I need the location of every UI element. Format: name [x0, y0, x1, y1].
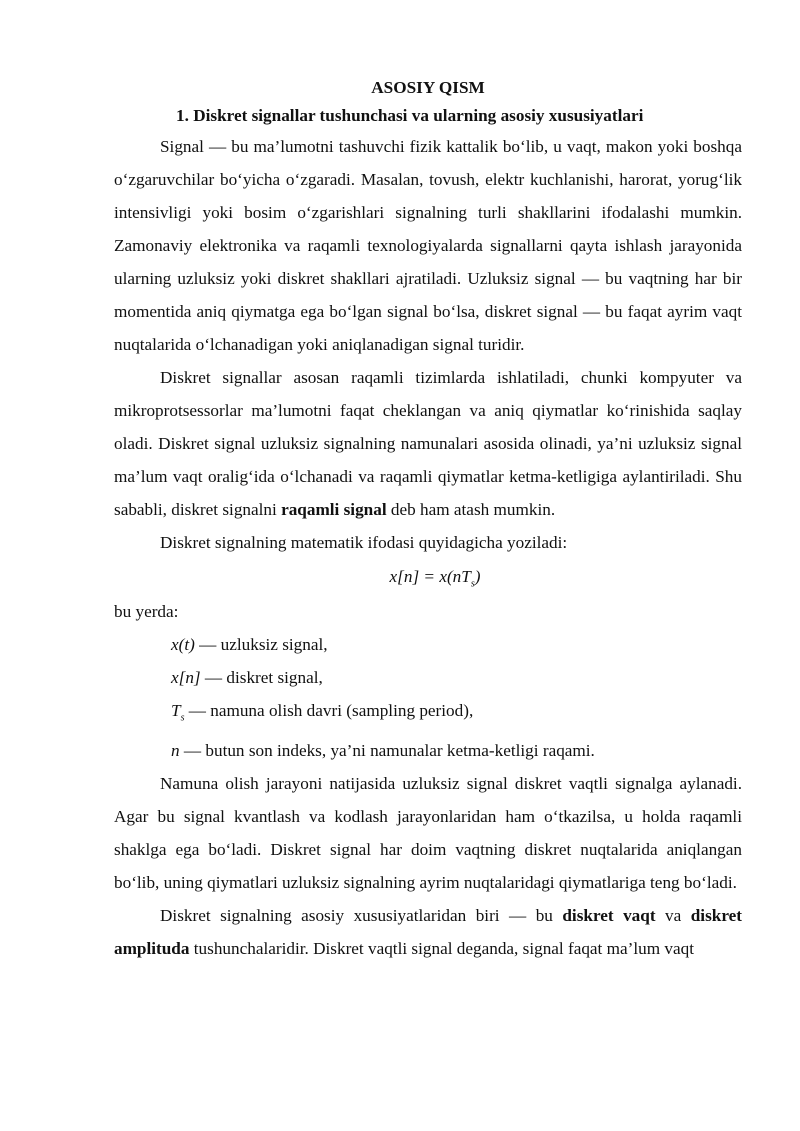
section-title: 1. Diskret signallar tushunchasi va ularning asosiy xususiyatlari	[176, 106, 644, 125]
definition-list	[114, 628, 742, 767]
bold-term-raqamli-signal: raqamli signal	[281, 500, 387, 519]
paragraph-2-text: Diskret signallar asosan raqamli tizimlarda ishlatiladi, chunki kompyuter va mikroprotsessorlar ma’lumotni faqat cheklangan va aniq qiymatlar ko‘rinishida saqlay oladi. Diskret signal uzluksiz signalning namunalari asosida olinadi, ya’ni uzluksiz signal ma’lum vaqt oralig‘ida o‘lchanadi va raqamli qiymatlar ketma-ketligiga aylantiriladi. Shu sababli, diskret signalni	[114, 368, 742, 519]
definition-item	[114, 694, 742, 734]
definition-symbol: n	[171, 741, 180, 761]
definition-symbol: $T_s$	[171, 701, 185, 724]
paragraph-2-end: deb ham atash mumkin.	[386, 500, 556, 519]
paragraph-1: Signal — bu ma’lumotni tashuvchi fizik kattalik bo‘lib, u vaqt, makon yoki boshqa o‘zgaruvchilar bo‘yicha o‘zgaradi. Masalan, tovush, elektr kuchlanishi, harorat, yorug‘lik intensivligi yoki bosim o‘zgarishlari signalning turli shakllarini ifodalashi mumkin. Zamonaviy elektronika va raqamli texnologiyalarda signallarni qayta ishlash jarayonida ularning uzluksiz yoki diskret shakllari ajratiladi. Uzluksiz signal — bu vaqtning har bir momentida aniq qiymatga ega bo‘lgan signal bo‘lsa, diskret signal — bu faqat ayrim vaqt nuqtalarida o‘lchanadigan yoki aniqlanadigan signal turidir.	[114, 137, 742, 354]
paragraph-5-text: Diskret signalning asosiy xususiyatlaridan biri — bu	[160, 906, 563, 926]
formula	[114, 559, 742, 595]
paragraph-4: Namuna olish jarayoni natijasida uzluksiz signal diskret vaqtli signalga aylanadi. Agar bu signal kvantlash va kodlash jarayonlaridan ham o‘tkazilsa, u holda raqamli shaklga ega bo‘ladi. Diskret signal har doim vaqtning diskret nuqtalarida aniqlangan bo‘lib, uning qiymatlari uzluksiz signalning ayrim nuqtalaridagi qiymatlariga teng bo‘ladi.	[114, 774, 742, 893]
paragraph-5-end: tushunchalaridir. Diskret vaqtli signal deganda, signal faqat ma’lum vaqt	[189, 939, 694, 959]
paragraph-5	[114, 899, 742, 965]
formula-text: $x[n] = x(nT_s)$	[389, 567, 481, 590]
definition-text: — butun son indeks, ya’ni namunalar ketma-ketligi raqami.	[179, 741, 595, 761]
where-label: bu yerda:	[114, 602, 179, 621]
paragraph-5-connector: va	[655, 906, 691, 926]
definition-text: — namuna olish davri (sampling period),	[184, 701, 474, 720]
page-heading: ASOSIY QISM	[371, 78, 485, 97]
definition-item	[114, 628, 742, 661]
bold-term-diskret-vaqt: diskret vaqt	[562, 906, 656, 926]
definition-symbol: x(t)	[171, 635, 195, 654]
definition-symbol: x[n]	[171, 668, 201, 687]
document-page	[114, 74, 742, 965]
definition-text: — uzluksiz signal,	[194, 635, 328, 654]
bold-term-diskret-amplituda: diskret amplituda	[114, 906, 742, 959]
paragraph-3: Diskret signalning matematik ifodasi quyidagicha yoziladi:	[160, 533, 568, 552]
definition-item	[114, 734, 742, 767]
definition-text: — diskret signal,	[200, 668, 323, 687]
definition-item	[114, 661, 742, 694]
paragraph-2	[114, 361, 742, 526]
